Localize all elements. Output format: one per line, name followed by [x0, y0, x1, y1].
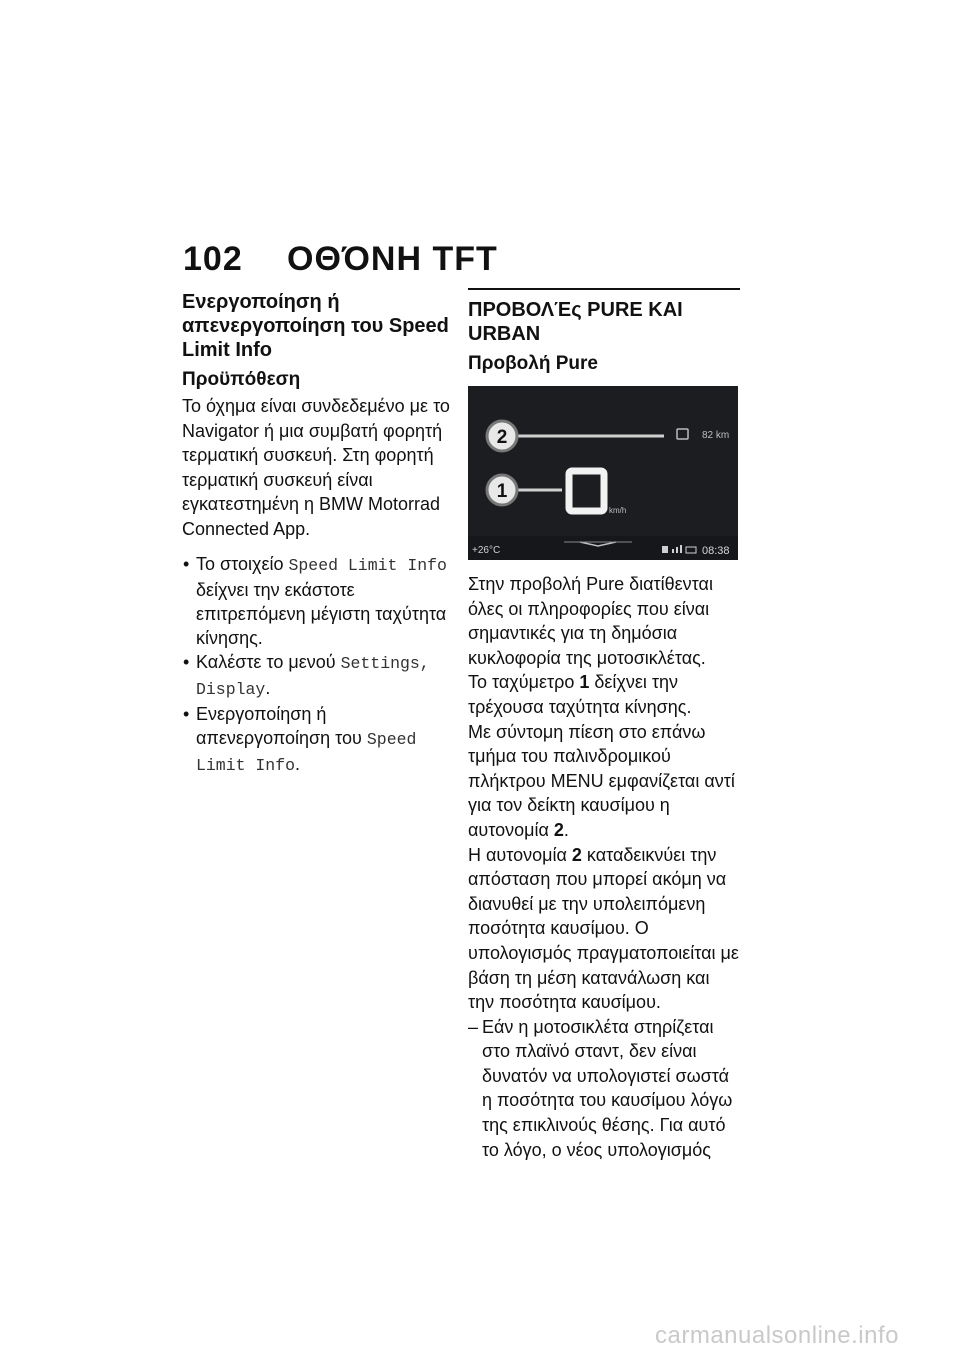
menu-button-paragraph — [468, 720, 740, 843]
autonomy-paragraph — [468, 843, 740, 1015]
callout-1-label: 1 — [496, 481, 508, 502]
section-rule — [468, 288, 740, 290]
speedometer-paragraph — [468, 670, 740, 719]
list-item — [182, 650, 454, 702]
dash-list-item — [468, 1015, 740, 1163]
section-heading-pure-urban: ΠΡΟΒΟΛΈς PURE ΚΑΙ URBAN — [468, 299, 683, 345]
bullet-text: Ενεργοποίηση ή απενεργοποίηση του — [196, 703, 367, 748]
phone-icon — [662, 546, 668, 553]
prerequisite-paragraph: Το όχημα είναι συνδεδεμένο με το Navigator ή μια συμβατή φορητή τερματική συσκευή. Στη φορητή τερματική συσκευή είναι εγκατεστημένη η BMW Motorrad Connected App. — [182, 396, 450, 539]
subheading-prerequisite: Προϋπόθεση — [182, 369, 301, 390]
code-speed-limit-info: Speed Limit Info — [288, 555, 447, 575]
ref-number: 1 — [579, 672, 590, 693]
body-text: καταδεικνύει την απόσταση που μπορεί ακόμη να διανυθεί με την υπολειπόμενη ποσότητα καυσίμου. Ο υπολογισμός πραγματοποιείται με βάση τη μέση κατανάλωση και την ποσότητα καυσίμου. — [468, 844, 739, 1013]
bullet-text: Καλέστε το μενού — [196, 651, 341, 672]
steps-list — [182, 552, 454, 778]
signal-icon — [672, 549, 674, 553]
body-text: Το ταχύμετρο — [468, 672, 580, 693]
body-text: . — [563, 819, 569, 840]
page-header — [183, 240, 498, 279]
signal-bar — [680, 545, 682, 553]
right-column — [468, 288, 740, 1162]
section-heading-speed-limit: Ενεργοποίηση ή απενεργοποίηση του Speed Limit Info — [182, 291, 449, 361]
range-readout: 82 km — [702, 430, 730, 441]
bullet-text: Το στοιχείο — [196, 553, 289, 574]
dash-mark: – — [468, 1016, 479, 1037]
bullet-text: . — [295, 753, 301, 774]
body-text: Η αυτονομία — [468, 844, 572, 865]
temperature-readout: +26°C — [472, 545, 501, 556]
subheading-pure-view: Προβολή Pure — [468, 353, 598, 374]
code-settings-display: Settings, Display — [196, 653, 430, 699]
ref-number: 2 — [553, 819, 564, 840]
signal-bar — [676, 547, 678, 553]
bullet-text: . — [265, 677, 271, 698]
pure-view-paragraph: Στην προβολή Pure διατίθενται όλες οι πληροφορίες που είναι σημαντικές για τη δημόσια κυκλοφορία της μοτοσικλέτας. — [468, 574, 713, 668]
dash-item-text: Εάν η μοτοσικλέτα στηρίζεται στο πλαϊνό σταντ, δεν είναι δυνατόν να υπολογιστεί σωστά η ποσότητα του καυσίμου λόγω της επικλινούς θέσης. Για αυτό το λόγο, ο νέος υπολογισμός — [482, 1016, 733, 1160]
left-column — [182, 290, 454, 778]
ref-number: 2 — [571, 844, 582, 865]
page-number: 102 — [183, 240, 243, 278]
list-item — [182, 702, 454, 778]
body-text: δείχνει την τρέχουσα ταχύτητα κίνησης. — [468, 672, 692, 717]
clock-readout: 08:38 — [702, 545, 730, 557]
tft-screen-illustration — [468, 386, 738, 560]
callout-2-label: 2 — [496, 427, 508, 448]
list-item — [182, 552, 454, 650]
chapter-title: ΟΘΌΝΗ TFT — [287, 240, 498, 278]
speed-unit: km/h — [609, 506, 627, 515]
bullet-text: δείχνει την εκάστοτε επιτρεπόμενη μέγιστη ταχύτητα κίνησης. — [196, 579, 447, 648]
body-text: Με σύντομη πίεση στο επάνω τμήμα του παλινδρομικού πλήκτρου MENU εμφανίζεται αντί για τον δείκτη καυσίμου η αυτονομία — [468, 721, 735, 840]
tft-screen-figure — [468, 386, 738, 560]
code-speed-limit-info: Speed Limit Info — [196, 729, 417, 775]
footer-watermark: carmanualsonline.info — [655, 1322, 899, 1349]
